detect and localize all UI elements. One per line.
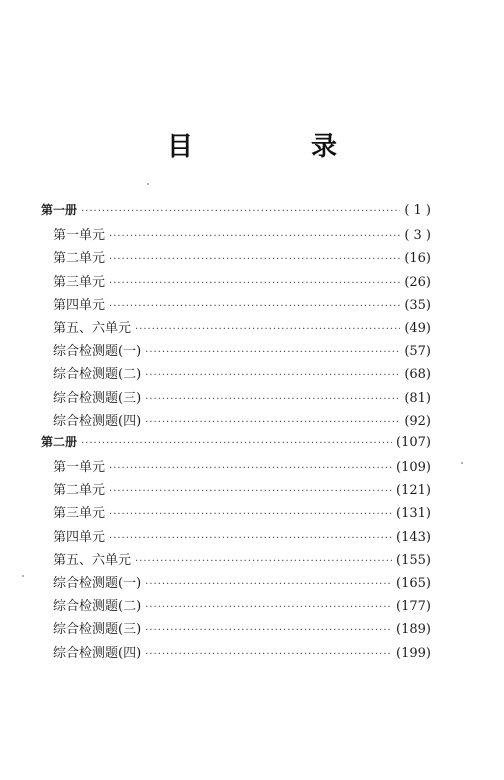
toc-leader-dots — [145, 417, 400, 428]
toc-entry-page: (189) — [396, 622, 431, 638]
toc-entry[interactable] — [41, 549, 431, 572]
toc-entry-page: (143) — [396, 529, 431, 545]
toc-leader-dots — [135, 556, 392, 567]
toc-entry-label: 第二册 — [41, 434, 78, 449]
toc-entry-page: (107) — [396, 434, 431, 450]
table-of-contents — [41, 201, 431, 665]
toc-leader-dots — [109, 463, 392, 474]
toc-entry-label: 综合检测题(二) — [53, 599, 142, 615]
toc-leader-dots — [145, 602, 392, 613]
toc-entry-label: 第三单元 — [53, 506, 106, 522]
toc-entry-label: 综合检测题(三) — [53, 390, 142, 406]
toc-entry-page: (177) — [396, 599, 431, 615]
toc-leader-dots — [109, 509, 392, 520]
toc-entry[interactable] — [41, 572, 431, 595]
toc-entry[interactable] — [41, 410, 431, 433]
toc-entry-page: (49) — [404, 320, 431, 336]
toc-entry-label: 综合检测题(四) — [53, 413, 142, 429]
toc-entry[interactable] — [41, 294, 431, 317]
toc-entry[interactable] — [41, 224, 431, 247]
toc-entry-label: 第一单元 — [53, 460, 106, 476]
toc-entry-page: (155) — [396, 552, 431, 568]
toc-entry-label: 第二单元 — [53, 251, 106, 267]
toc-leader-dots — [109, 254, 400, 265]
toc-leader-dots — [109, 278, 400, 289]
toc-entry-page: (121) — [396, 483, 431, 499]
toc-leader-dots — [145, 649, 392, 660]
toc-entry-page: (109) — [396, 460, 431, 476]
toc-leader-dots — [109, 486, 392, 497]
toc-entry-label: 综合检测题(四) — [53, 645, 142, 661]
toc-section-entry[interactable] — [41, 433, 431, 456]
toc-entry-page: (16) — [404, 251, 431, 267]
toc-entry-page: (57) — [404, 344, 431, 360]
toc-leader-dots — [145, 394, 400, 405]
toc-entry-label: 第一单元 — [53, 228, 106, 244]
toc-entry-page: (165) — [396, 576, 431, 591]
toc-entry-page: (131) — [396, 506, 431, 522]
toc-entry-label: 第一册 — [41, 203, 78, 217]
toc-entry-label: 综合检测题(三) — [53, 622, 142, 638]
toc-entry[interactable] — [41, 363, 431, 386]
scan-speck — [22, 575, 24, 577]
toc-entry[interactable] — [41, 340, 431, 363]
toc-entry-label: 第四单元 — [53, 297, 106, 313]
toc-entry[interactable] — [41, 642, 431, 665]
toc-entry[interactable] — [41, 595, 431, 618]
toc-entry-page: (81) — [404, 390, 431, 406]
toc-section-entry[interactable] — [41, 201, 431, 224]
toc-entry[interactable] — [41, 247, 431, 270]
toc-leader-dots — [81, 438, 392, 449]
toc-leader-dots — [145, 579, 392, 590]
toc-entry[interactable] — [41, 456, 431, 479]
toc-entry-page: ( 1 ) — [404, 203, 431, 218]
toc-entry-page: (92) — [404, 413, 431, 429]
toc-entry[interactable] — [41, 526, 431, 549]
toc-entry-label: 综合检测题(一) — [53, 576, 142, 591]
toc-leader-dots — [109, 301, 400, 312]
toc-entry[interactable] — [41, 387, 431, 410]
toc-entry-label: 第四单元 — [53, 529, 106, 545]
toc-entry[interactable] — [41, 479, 431, 502]
toc-leader-dots — [145, 370, 400, 381]
scan-speck — [461, 462, 463, 464]
toc-leader-dots — [109, 533, 392, 544]
toc-entry-page: (35) — [404, 297, 431, 313]
toc-entry-label: 第二单元 — [53, 483, 106, 499]
toc-entry-label: 第五、六单元 — [53, 552, 132, 568]
toc-leader-dots — [81, 206, 400, 217]
toc-entry-label: 第五、六单元 — [53, 320, 132, 336]
toc-entry[interactable] — [41, 317, 431, 340]
toc-entry-label: 综合检测题(二) — [53, 367, 142, 383]
toc-entry-label: 综合检测题(一) — [53, 344, 142, 360]
scan-speck — [147, 183, 149, 185]
toc-entry-page: ( 3 ) — [404, 228, 431, 244]
toc-leader-dots — [109, 231, 400, 242]
page-title: 目 录 — [166, 132, 383, 162]
toc-entry-page: (199) — [396, 645, 431, 661]
toc-entry-page: (26) — [404, 274, 431, 290]
toc-entry[interactable] — [41, 271, 431, 294]
toc-leader-dots — [145, 625, 392, 636]
toc-entry[interactable] — [41, 618, 431, 641]
toc-leader-dots — [145, 347, 400, 358]
toc-entry-label: 第三单元 — [53, 274, 106, 290]
toc-entry[interactable] — [41, 502, 431, 525]
toc-entry-page: (68) — [404, 367, 431, 383]
toc-leader-dots — [135, 324, 400, 335]
